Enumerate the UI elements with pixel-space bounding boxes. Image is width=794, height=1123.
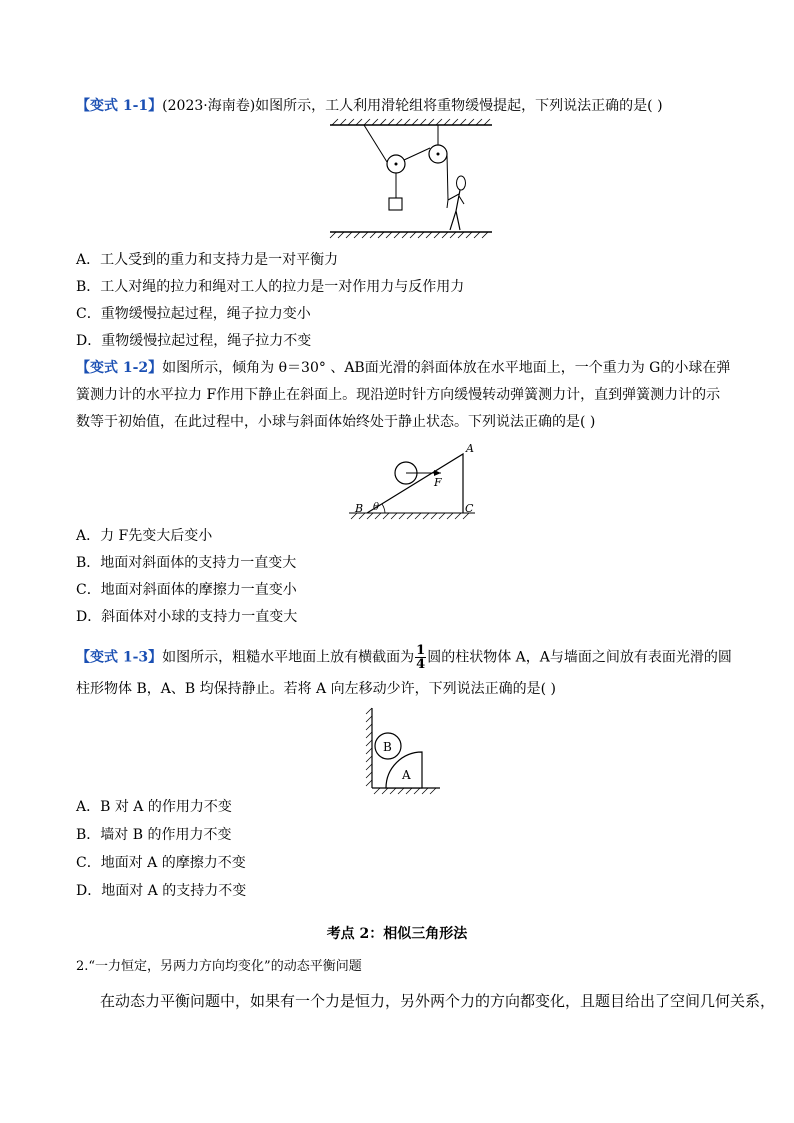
question-1-1-tag: 【变式 1-1】 [76, 98, 163, 114]
question-1-3-line-1-after: 圆的柱状物体 A，A与墙面之间放有表面光滑的圆 [427, 649, 732, 666]
label-a: A [466, 442, 474, 455]
incline-figure [345, 440, 485, 525]
question-1-2-line-3: 数等于初始值，在此过程中，小球与斜面体始终处于静止状态。下列说法正确的是( ) [76, 414, 596, 430]
wall-cylinder-figure [364, 704, 444, 794]
label-c: C [465, 502, 474, 515]
question-1-1-text: (2023·海南卷)如图所示，工人利用滑轮组将重物缓慢提起，下列说法正确的是( ) [162, 98, 663, 114]
question-1-3-stem-line-1 [76, 644, 732, 671]
question-1-2-line-1: 如图所示，倾角为 θ＝30° 、AB面光滑的斜面体放在水平地面上，一个重力为 G的小球在弹 [162, 360, 731, 376]
question-1-1-stem [76, 96, 663, 116]
quarter-fraction [415, 644, 426, 671]
label-theta: θ [373, 502, 380, 513]
question-1-2-option-c: C．地面对斜面体的摩擦力一直变小 [76, 582, 297, 598]
pulley-figure [326, 118, 496, 238]
section-heading: 考点 2：相似三角形法 [326, 926, 468, 942]
label-cylinder-b: B [383, 740, 392, 754]
question-1-1-option-b: B．工人对绳的拉力和绳对工人的拉力是一对作用力与反作用力 [76, 279, 465, 295]
question-1-2-line-2: 簧测力计的水平拉力 F作用下静止在斜面上。现沿逆时针方向缓慢转动弹簧测力计，直到弹簧测力计的示 [76, 387, 721, 403]
section-paragraph: 在动态力平衡问题中，如果有一个力是恒力，另外两个力的方向都变化，且题目给出了空间几何关系， [100, 992, 776, 1010]
question-1-2-stem-line-1 [76, 358, 730, 378]
question-1-1-option-a: A．工人受到的重力和支持力是一对平衡力 [76, 252, 339, 268]
question-1-1-option-d: D．重物缓慢拉起过程，绳子拉力不变 [76, 333, 312, 349]
question-1-3-line-1-before: 如图所示，粗糙水平地面上放有横截面为 [162, 649, 415, 666]
question-1-2-tag: 【变式 1-2】 [76, 360, 163, 376]
fraction-denominator: 4 [416, 657, 426, 672]
label-block-a: A [402, 768, 411, 782]
question-1-3-option-d: D．地面对 A 的支持力不变 [76, 883, 247, 899]
question-1-2-option-d: D．斜面体对小球的支持力一直变大 [76, 609, 298, 625]
section-subheading: 2.“一力恒定，另两力方向均变化”的动态平衡问题 [76, 959, 362, 974]
question-1-3-option-b: B．墙对 B 的作用力不变 [76, 827, 232, 843]
question-1-3-tag: 【变式 1-3】 [76, 649, 163, 666]
fraction-numerator: 1 [416, 643, 426, 658]
question-1-1-option-c: C．重物缓慢拉起过程，绳子拉力变小 [76, 306, 311, 322]
label-f: F [434, 476, 442, 489]
question-1-3-line-2: 柱形物体 B，A、B 均保持静止。若将 A 向左移动少许，下列说法正确的是( ) [76, 681, 556, 697]
question-1-2-option-a: A．力 F先变大后变小 [76, 528, 213, 544]
question-1-3-option-a: A．B 对 A 的作用力不变 [76, 799, 232, 815]
label-b: B [355, 502, 364, 515]
question-1-3-option-c: C．地面对 A 的摩擦力不变 [76, 855, 246, 871]
question-1-2-option-b: B．地面对斜面体的支持力一直变大 [76, 555, 297, 571]
